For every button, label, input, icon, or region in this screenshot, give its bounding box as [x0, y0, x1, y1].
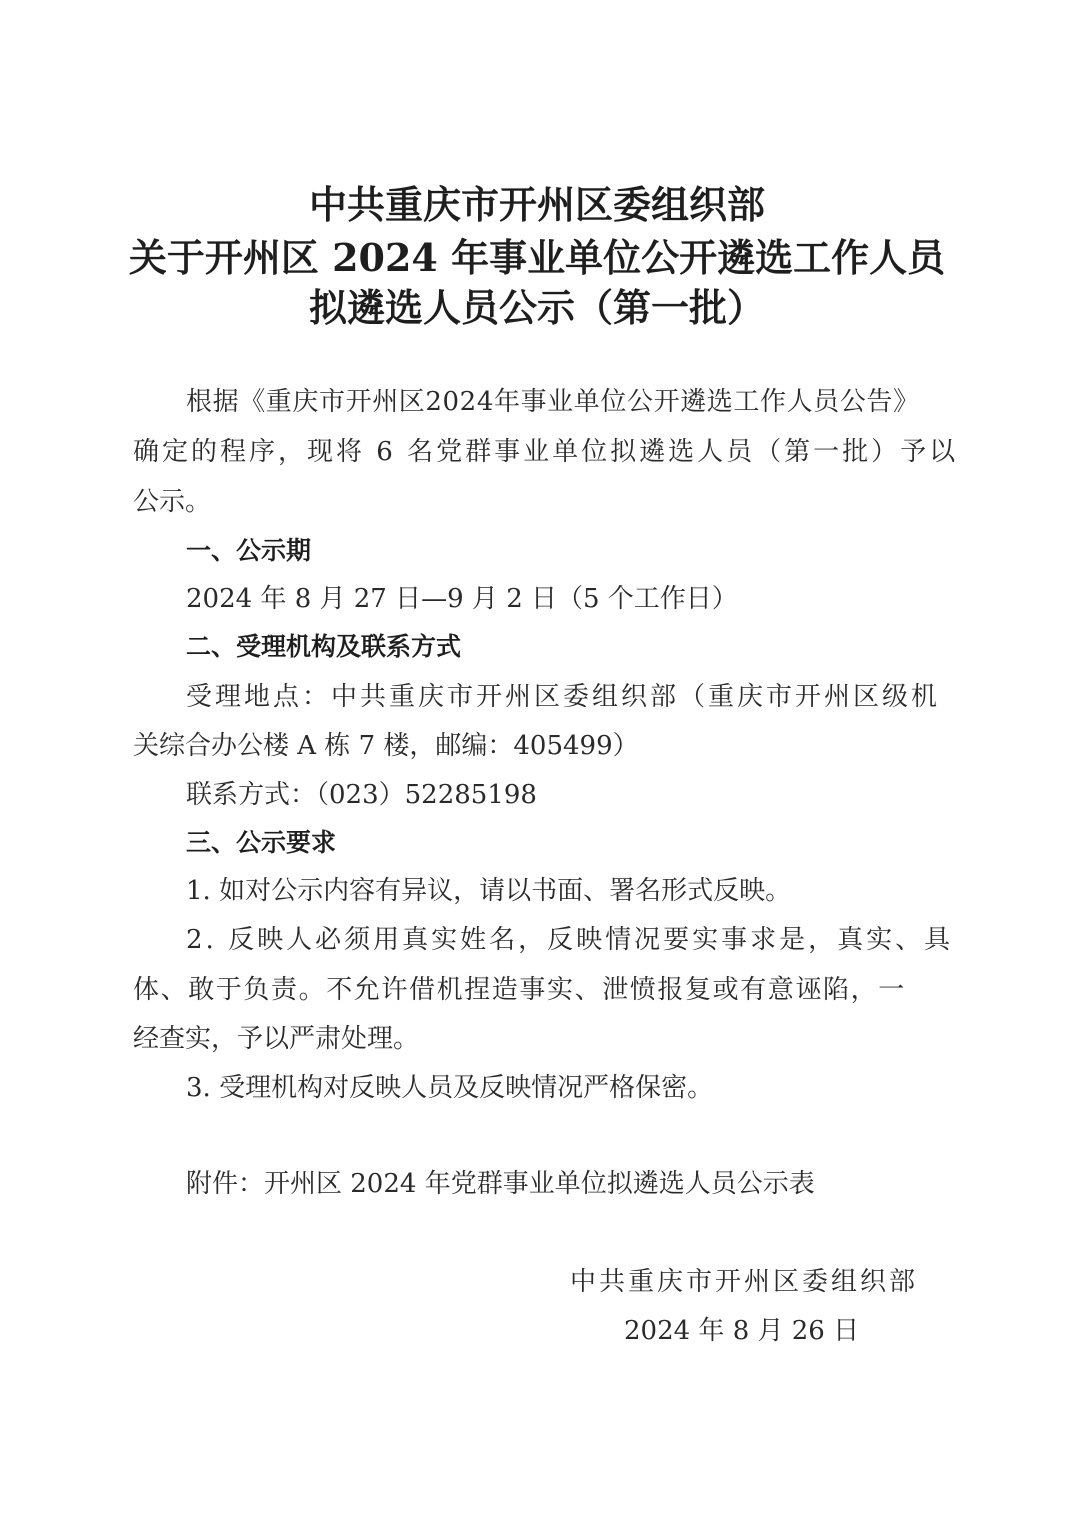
- signature-date: 2024 年 8 月 26 日: [624, 1316, 860, 1346]
- intro-line-3: 公示。: [133, 487, 212, 517]
- section-3-item-2-line-1: 2. 反映人必须用真实姓名，反映情况要实事求是，真实、具: [186, 925, 954, 955]
- section-2-heading: 二、受理机构及联系方式: [186, 632, 462, 661]
- section-2-address-line-2: 关综合办公楼 A 栋 7 楼，邮编：405499）: [133, 731, 639, 761]
- title-line-1: 中共重庆市开州区委组织部: [308, 182, 765, 227]
- attachment-note: 附件：开州区 2024 年党群事业单位拟遴选人员公示表: [186, 1169, 815, 1199]
- intro-line-2: 确定的程序，现将 6 名党群事业单位拟遴选人员（第一批）予以: [133, 437, 959, 467]
- section-3-item-1: 1. 如对公示内容有异议，请以书面、署名形式反映。: [186, 876, 792, 906]
- section-2-address-line-1: 受理地点：中共重庆市开州区委组织部（重庆市开州区级机: [186, 682, 941, 712]
- section-1-heading: 一、公示期: [186, 536, 312, 565]
- section-3-heading: 三、公示要求: [186, 828, 337, 857]
- section-3-item-2-line-2: 体、敢于负责。不允许借机捏造事实、泄愤报复或有意诬陷，一: [133, 975, 906, 1005]
- section-1-period: 2024 年 8 月 27 日—9 月 2 日（5 个工作日）: [186, 584, 738, 614]
- section-3-item-3: 3. 受理机构对反映人员及反映情况严格保密。: [186, 1073, 714, 1103]
- title-line-2: 关于开州区 2024 年事业单位公开遴选工作人员: [128, 235, 946, 280]
- intro-line-1: 根据《重庆市开州区2024年事业单位公开遴选工作人员公告》: [186, 387, 920, 417]
- title-line-3: 拟遴选人员公示（第一批）: [308, 285, 765, 330]
- section-2-contact: 联系方式：（023）52285198: [186, 780, 537, 810]
- section-3-item-2-line-3: 经查实，予以严肃处理。: [133, 1024, 420, 1054]
- signature-org: 中共重庆市开州区委组织部: [570, 1267, 919, 1297]
